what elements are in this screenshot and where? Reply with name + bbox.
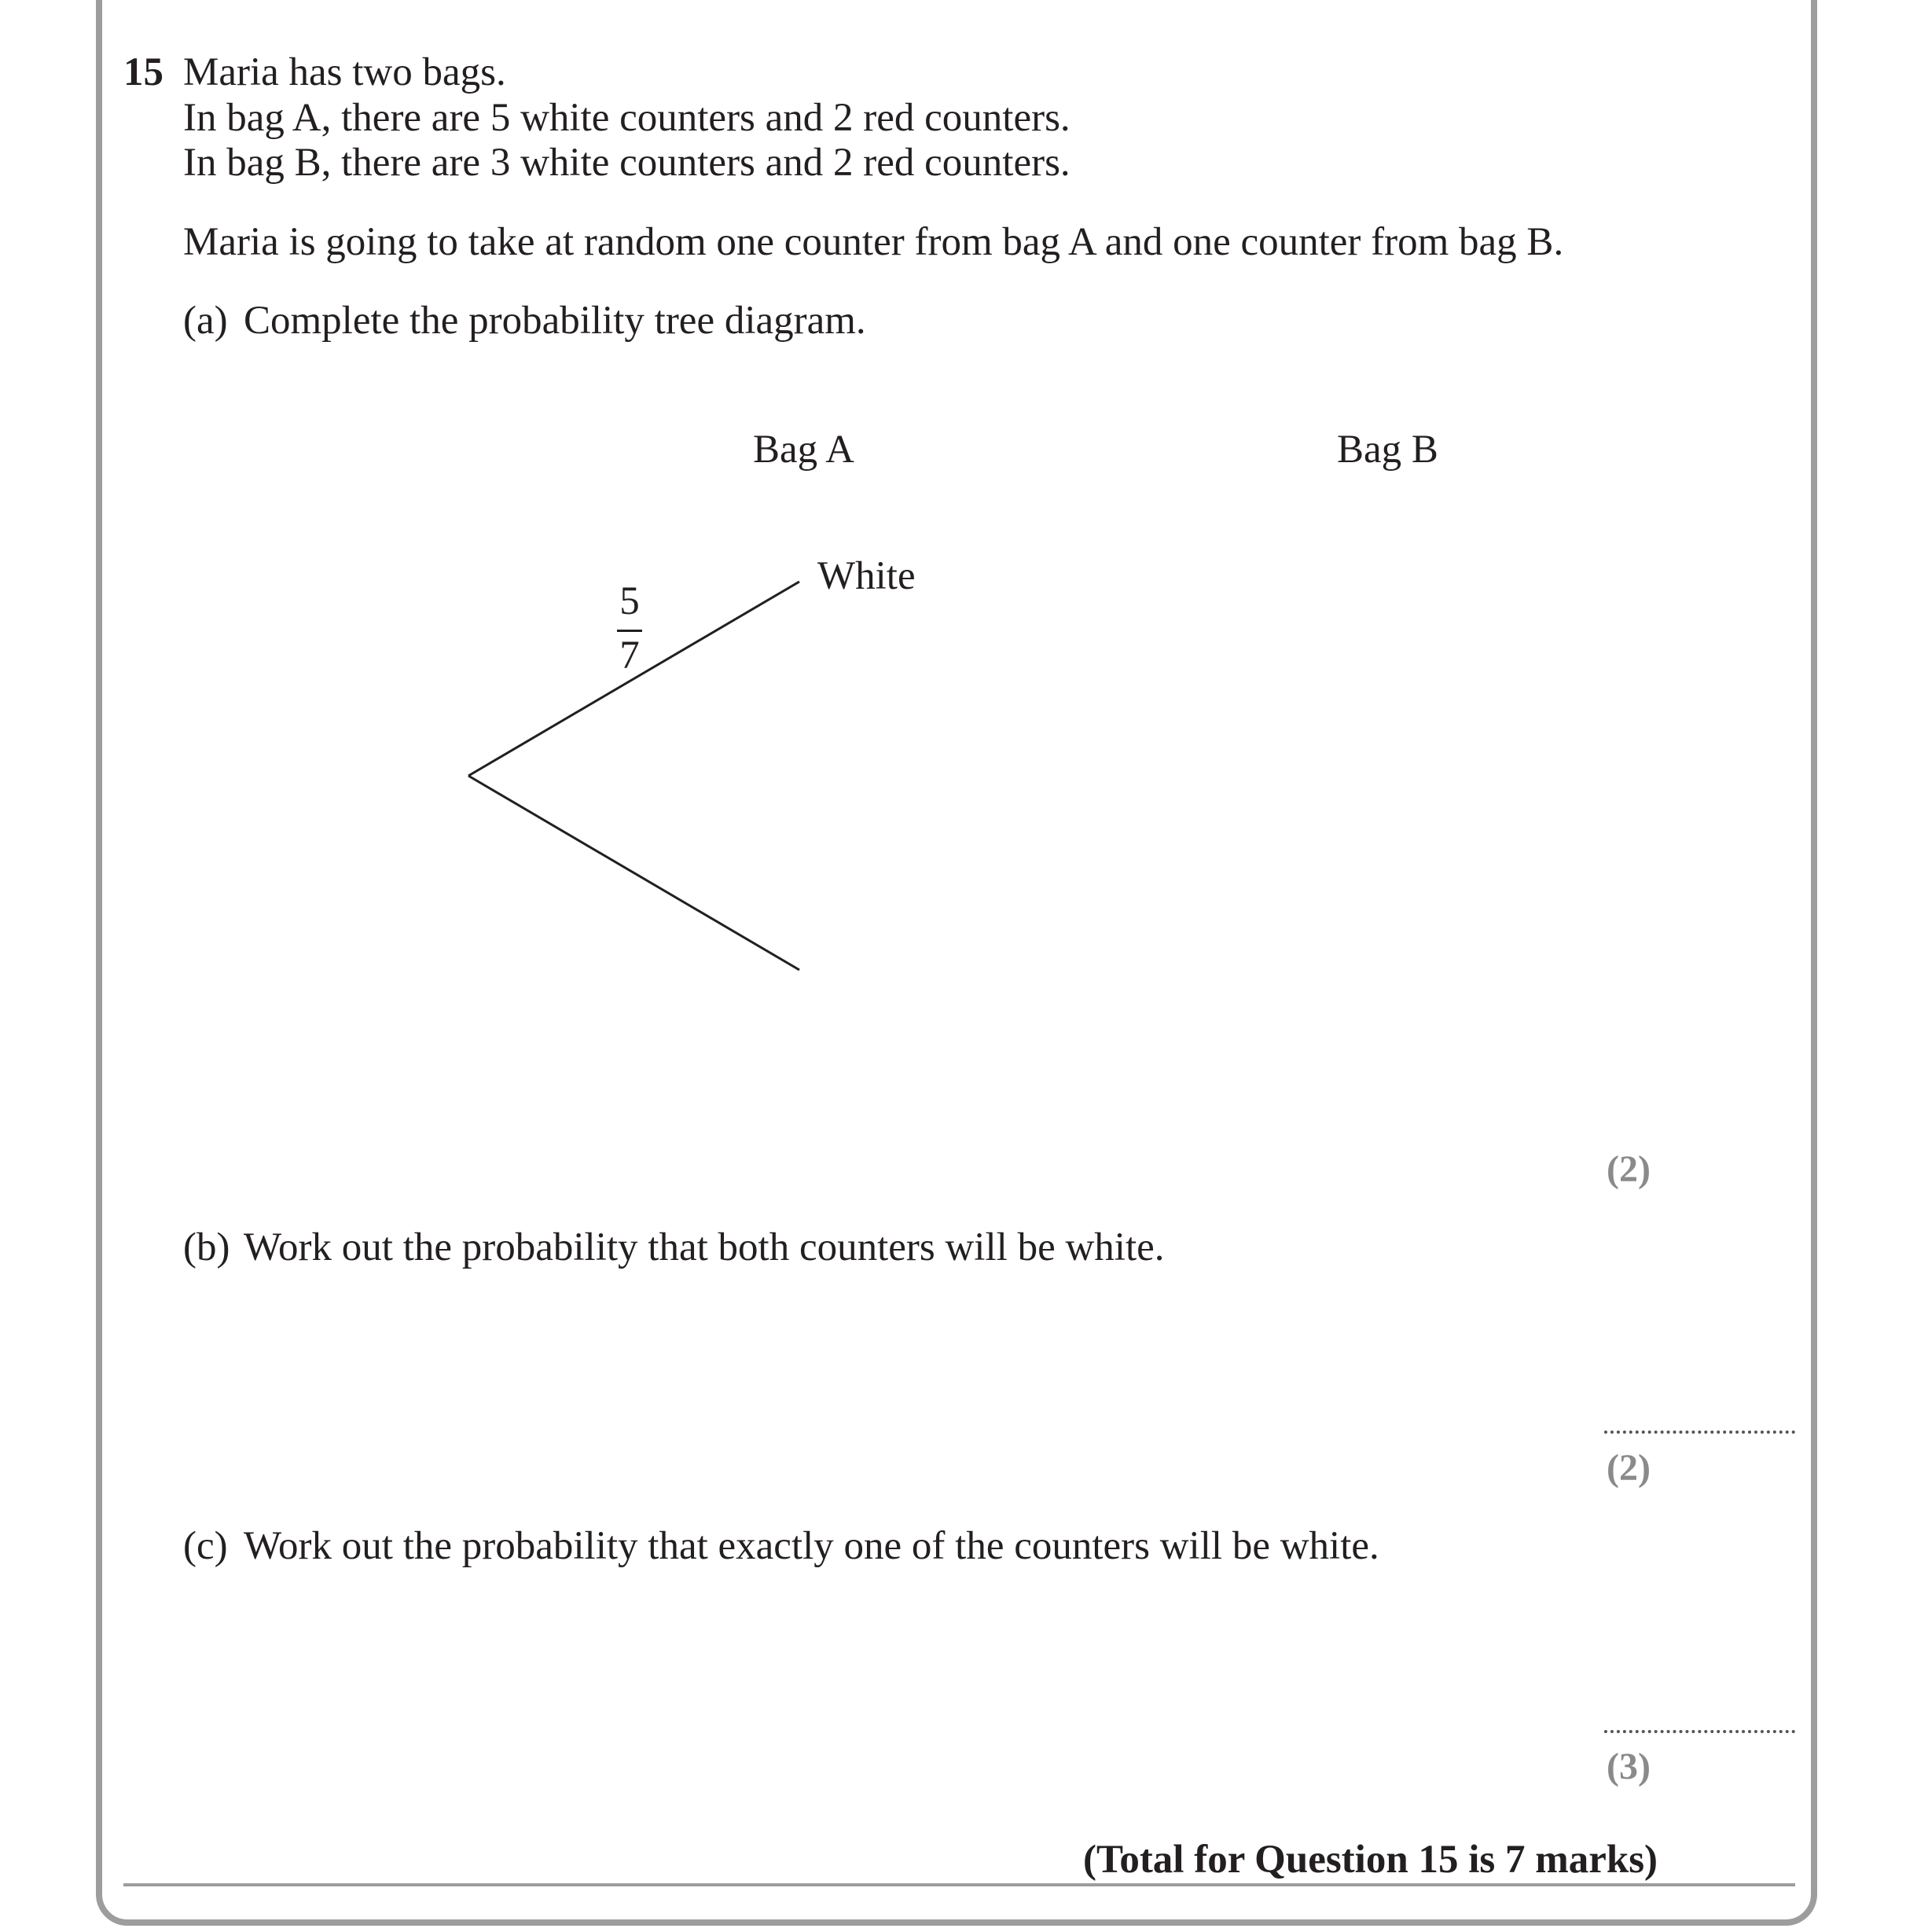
part-c-answer-line[interactable] bbox=[1604, 1730, 1795, 1733]
part-b-text: Work out the probability that both counters will be white. bbox=[244, 1225, 1165, 1269]
outcome-white: White bbox=[817, 554, 916, 598]
question-statement: Maria is going to take at random one counter from bag A and one counter from bag B. bbox=[183, 220, 1564, 264]
bag-b-heading: Bag B bbox=[1337, 428, 1438, 472]
bottom-rule bbox=[123, 1883, 1795, 1886]
bag-a-heading: Bag A bbox=[753, 428, 854, 472]
intro-line-2: In bag A, there are 5 white counters and 2 red counters. bbox=[183, 96, 1071, 140]
fraction-denominator: 7 bbox=[619, 634, 640, 678]
question-number: 15 bbox=[123, 50, 163, 94]
part-a-marks: (2) bbox=[1607, 1148, 1651, 1190]
part-b-marks: (2) bbox=[1607, 1447, 1651, 1489]
fraction-numerator: 5 bbox=[619, 579, 640, 623]
intro-line-3: In bag B, there are 3 white counters and 2 red counters. bbox=[183, 141, 1071, 185]
intro-line-1: Maria has two bags. bbox=[183, 50, 506, 94]
part-a-text: Complete the probability tree diagram. bbox=[244, 299, 866, 343]
part-c-marks: (3) bbox=[1607, 1746, 1651, 1787]
total-marks: (Total for Question 15 is 7 marks) bbox=[1083, 1838, 1658, 1882]
part-c-text: Work out the probability that exactly one of the counters will be white. bbox=[244, 1524, 1379, 1568]
part-b-answer-line[interactable] bbox=[1604, 1431, 1795, 1434]
branch-lower bbox=[468, 776, 799, 970]
part-b-label: (b) bbox=[183, 1225, 230, 1269]
fraction-bar bbox=[617, 630, 642, 632]
part-c-label: (c) bbox=[183, 1524, 228, 1568]
part-a-label: (a) bbox=[183, 299, 228, 343]
